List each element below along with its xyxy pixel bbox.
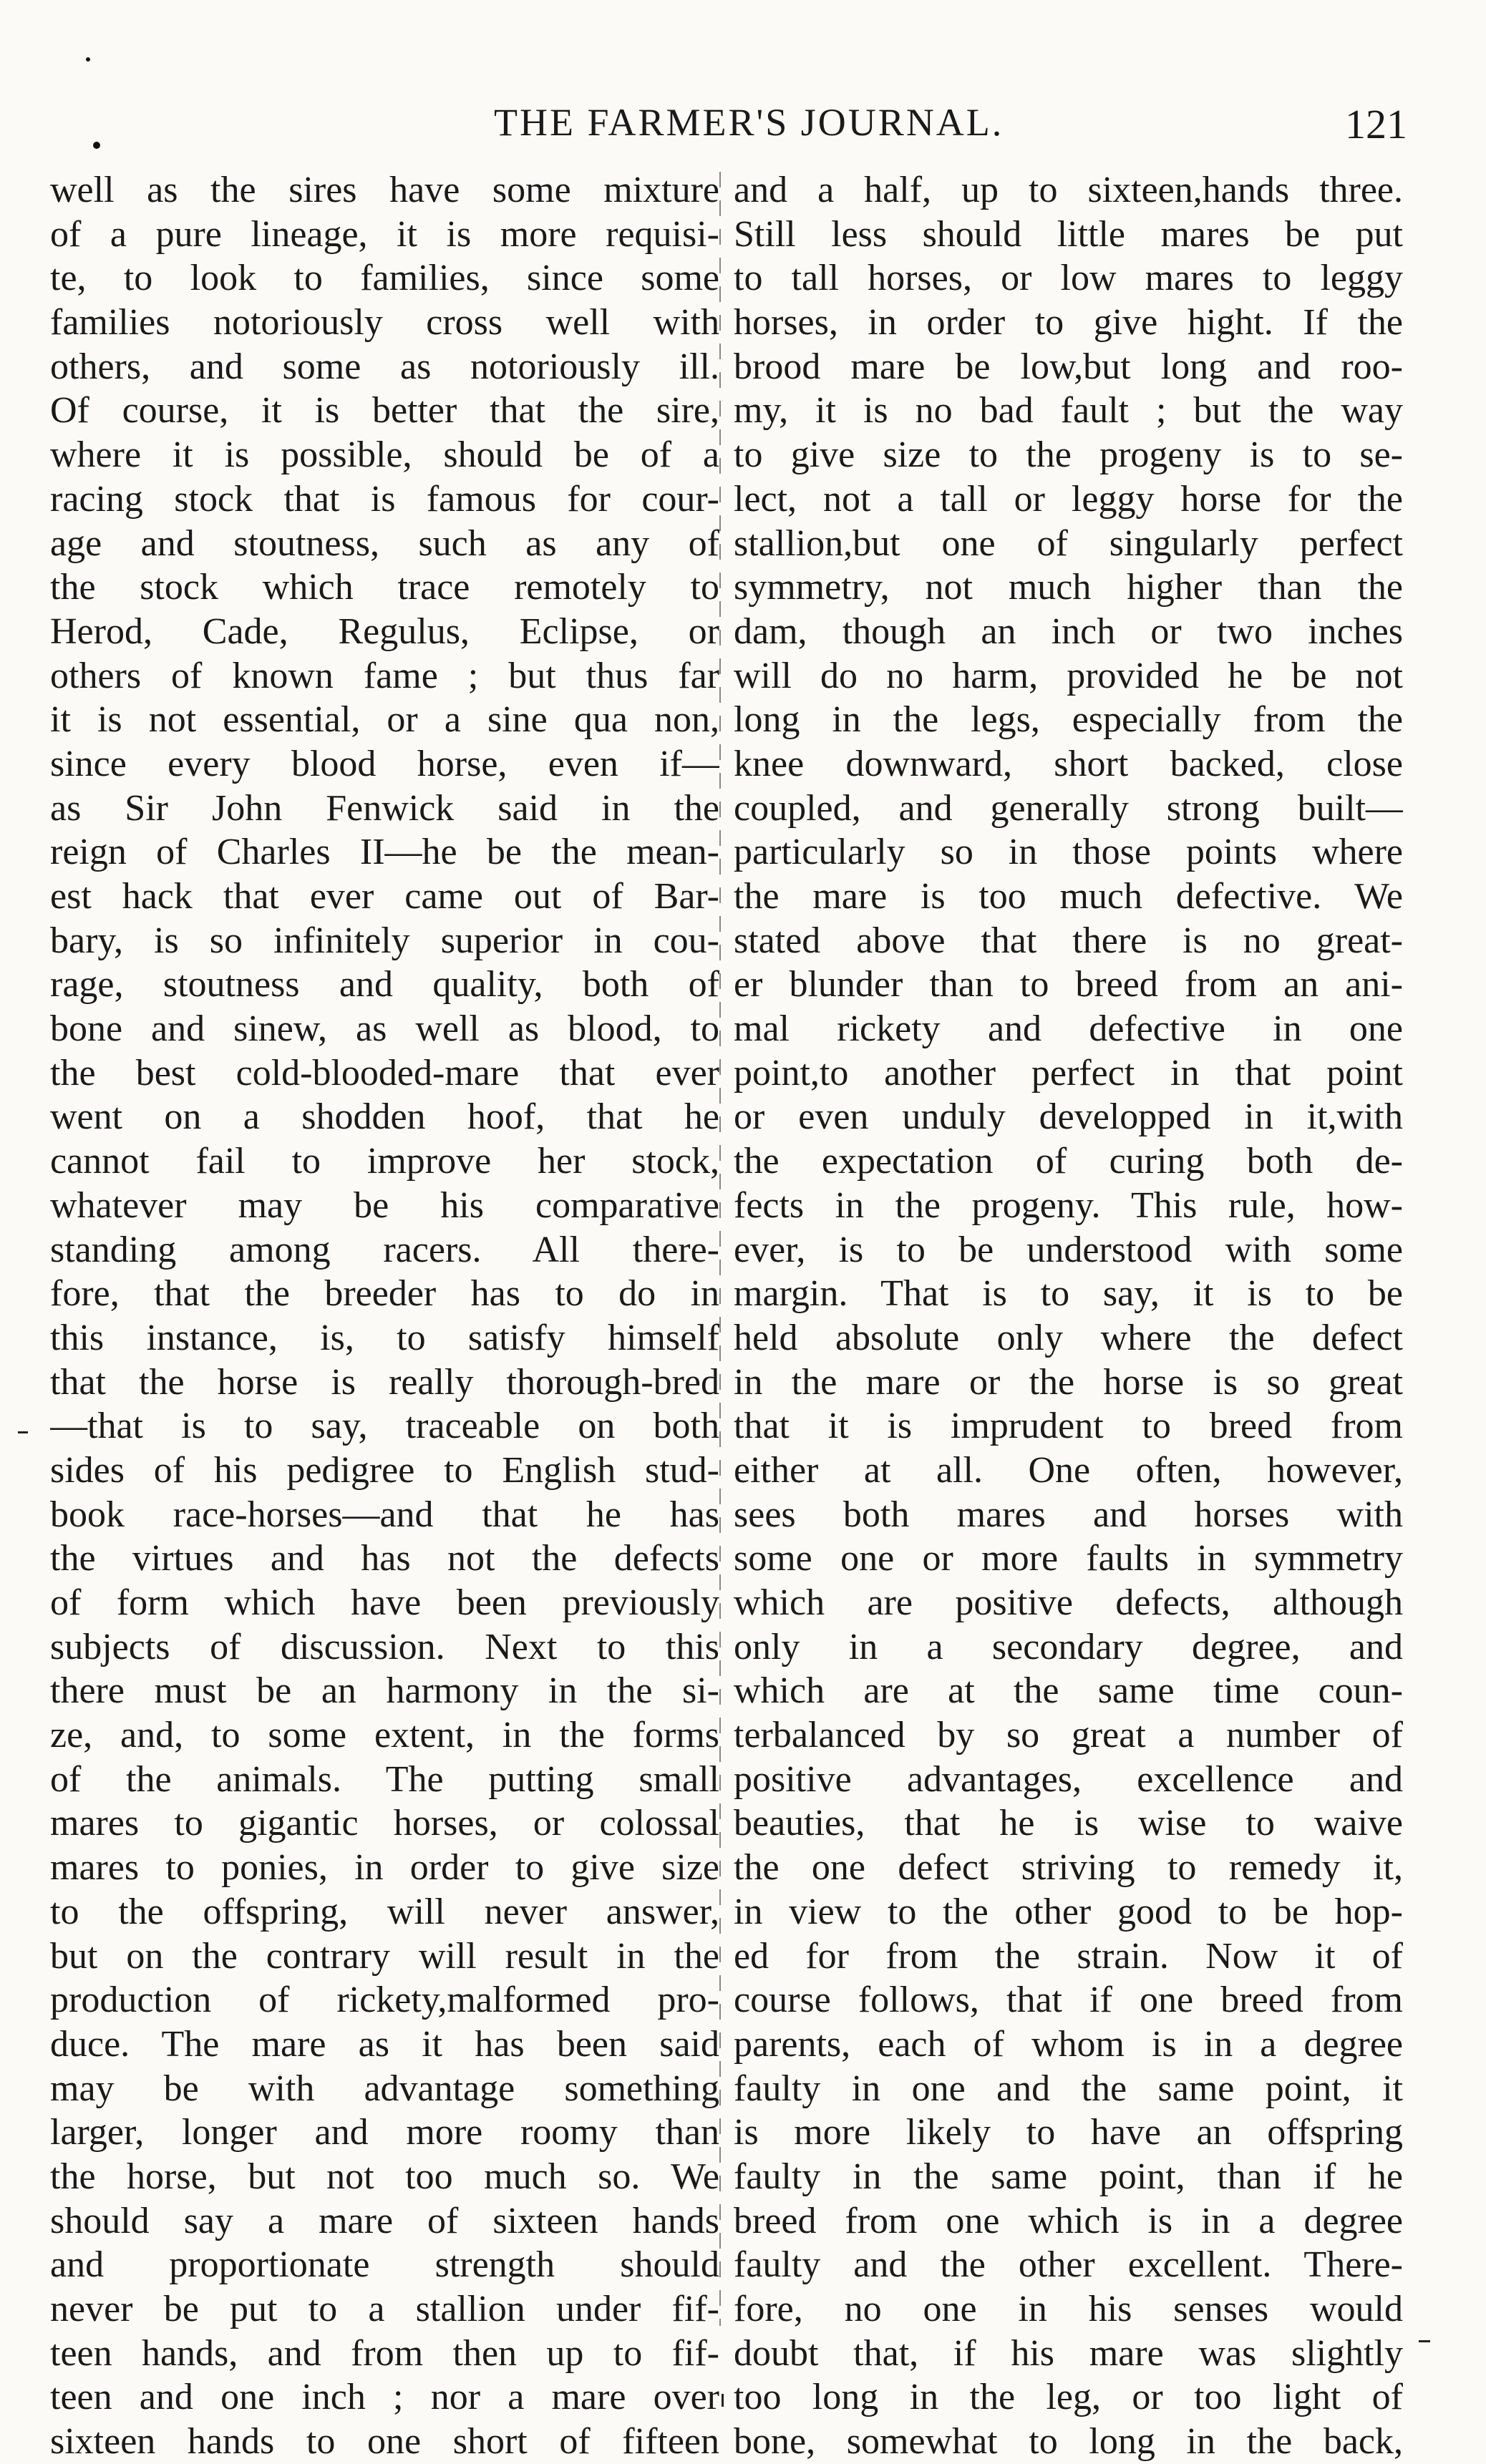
left-column-line: the stock which trace remotely to	[50, 567, 719, 608]
right-column-line: ed for from the strain. Now it of	[734, 1935, 1403, 1977]
right-column-line: particularly so in those points where	[734, 832, 1403, 873]
left-column-line: sides of his pedigree to English stud-	[50, 1449, 719, 1491]
right-column-line: the mare is too much defective. We	[734, 876, 1403, 917]
page-number: 121	[1345, 101, 1407, 147]
right-column-line: ever, is to be understood with some	[734, 1229, 1403, 1270]
left-column-line: went on a shodden hoof, that he	[50, 1096, 719, 1138]
right-column-line: too long in the leg, or too light of	[734, 2377, 1403, 2418]
right-column-line: which are positive defects, although	[734, 1582, 1403, 1623]
right-column-line: margin. That is to say, it is to be	[734, 1273, 1403, 1315]
right-column-line: which are at the same time coun-	[734, 1670, 1403, 1712]
left-column-line: production of rickety,malformed pro-	[50, 1980, 719, 2021]
left-column-line: reign of Charles II—he be the mean-	[50, 832, 719, 873]
left-column-line: to the offspring, will never answer,	[50, 1891, 719, 1932]
right-column-line: coupled, and generally strong built—	[734, 787, 1403, 829]
left-column-line: of the animals. The putting small	[50, 1758, 719, 1800]
right-column-line: my, it is no bad fault ; but the way	[734, 390, 1403, 432]
left-column-line: mares to gigantic horses, or colossal	[50, 1803, 719, 1844]
left-column-line: duce. The mare as it has been said	[50, 2023, 719, 2065]
left-column-line: others of known fame ; but thus far	[50, 655, 719, 696]
margin-mark	[18, 1431, 28, 1433]
left-column-line: ze, and, to some extent, in the forms	[50, 1715, 719, 1756]
right-column	[734, 168, 1403, 2464]
ink-speck	[93, 142, 100, 149]
right-column-line: Still less should little mares be put	[734, 213, 1403, 255]
right-column-line: and a half, up to sixteen,hands three.	[734, 170, 1403, 210]
right-column-line: will do no harm, provided he be not	[734, 655, 1403, 696]
left-column-line: mares to ponies, in order to give size	[50, 1847, 719, 1889]
right-column-line: dam, though an inch or two inches	[734, 610, 1403, 652]
left-column-line: teen hands, and from then up to fif-	[50, 2332, 719, 2374]
right-column-line: horses, in order to give hight. If the	[734, 302, 1403, 344]
right-column-line: er blunder than to breed from an ani-	[734, 964, 1403, 1005]
right-column-line: either at all. One often, however,	[734, 1449, 1403, 1491]
right-column-line: only in a secondary degree, and	[734, 1626, 1403, 1667]
left-column-line: te, to look to families, since some	[50, 258, 719, 299]
left-column-line: this instance, is, to satisfy himself	[50, 1317, 719, 1358]
right-column-line: stallion,but one of singularly perfect	[734, 522, 1403, 564]
left-column-line: racing stock that is famous for cour-	[50, 478, 719, 520]
left-column-line: that the horse is really thorough-bred	[50, 1361, 719, 1403]
left-column-line: and proportionate strength should	[50, 2244, 719, 2286]
right-column-line: bone, somewhat to long in the back,	[734, 2421, 1403, 2463]
left-column-line: of form which have been previously	[50, 1582, 719, 1623]
left-column-line: of a pure lineage, it is more requisi-	[50, 213, 719, 255]
right-column-line: breed from one which is in a degree	[734, 2200, 1403, 2241]
running-title: THE FARMER'S JOURNAL.	[494, 101, 1004, 144]
margin-mark	[722, 2394, 724, 2407]
left-column-line: bone and sinew, as well as blood, to	[50, 1008, 719, 1050]
right-column-line: symmetry, not much higher than the	[734, 567, 1403, 608]
running-header	[50, 100, 1436, 150]
left-column-line: subjects of discussion. Next to this	[50, 1626, 719, 1667]
left-column-line: standing among racers. All there-	[50, 1229, 719, 1270]
column-divider	[719, 172, 721, 2326]
right-column-line: long in the legs, especially from the	[734, 699, 1403, 741]
right-column-line: doubt that, if his mare was slightly	[734, 2332, 1403, 2374]
left-column-line: rage, stoutness and quality, both of	[50, 964, 719, 1005]
right-column-line: faulty and the other excellent. There-	[734, 2244, 1403, 2286]
right-column-line: the expectation of curing both de-	[734, 1141, 1403, 1182]
left-column-line: others, and some as notoriously ill.	[50, 346, 719, 387]
right-column-line: beauties, that he is wise to waive	[734, 1803, 1403, 1844]
right-column-line: positive advantages, excellence and	[734, 1758, 1403, 1800]
left-column-line: the horse, but not too much so. We	[50, 2156, 719, 2197]
left-column-line: Herod, Cade, Regulus, Eclipse, or	[50, 610, 719, 652]
left-column-line: it is not essential, or a sine qua non,	[50, 699, 719, 741]
right-column-line: or even unduly developped in it,with	[734, 1096, 1403, 1138]
left-column-line: there must be an harmony in the si-	[50, 1670, 719, 1712]
left-column	[50, 168, 719, 2464]
ink-speck	[86, 57, 90, 62]
right-column-line: course follows, that if one breed from	[734, 1980, 1403, 2021]
right-column-line: held absolute only where the defect	[734, 1317, 1403, 1358]
left-column-line: fore, that the breeder has to do in	[50, 1273, 719, 1315]
left-column-line: —that is to say, traceable on both	[50, 1406, 719, 1447]
left-column-line: families notoriously cross well with	[50, 302, 719, 344]
right-column-line: is more likely to have an offspring	[734, 2112, 1403, 2153]
right-column-line: in the mare or the horse is so great	[734, 1361, 1403, 1403]
right-column-line: mal rickety and defective in one	[734, 1008, 1403, 1050]
right-column-line: fore, no one in his senses would	[734, 2289, 1403, 2329]
margin-mark	[1419, 2340, 1430, 2342]
left-column-line: well as the sires have some mixture	[50, 170, 719, 210]
right-column-line: terbalanced by so great a number of	[734, 1715, 1403, 1756]
right-column-line: stated above that there is no great-	[734, 920, 1403, 961]
left-column-line: larger, longer and more roomy than	[50, 2112, 719, 2153]
left-column-line: where it is possible, should be of a	[50, 434, 719, 476]
right-column-line: some one or more faults in symmetry	[734, 1538, 1403, 1579]
left-column-line: teen and one inch ; nor a mare over	[50, 2377, 719, 2418]
right-column-line: faulty in one and the same point, it	[734, 2068, 1403, 2109]
right-column-line: faulty in the same point, than if he	[734, 2156, 1403, 2197]
left-column-line: age and stoutness, such as any of	[50, 522, 719, 564]
left-column-line: should say a mare of sixteen hands	[50, 2200, 719, 2241]
left-column-line: as Sir John Fenwick said in the	[50, 787, 719, 829]
left-column-line: may be with advantage something	[50, 2068, 719, 2109]
right-column-line: the one defect striving to remedy it,	[734, 1847, 1403, 1889]
left-column-line: but on the contrary will result in the	[50, 1935, 719, 1977]
left-column-line: bary, is so infinitely superior in cou-	[50, 920, 719, 961]
left-column-line: the best cold-blooded-mare that ever	[50, 1052, 719, 1094]
left-column-line: never be put to a stallion under fif-	[50, 2289, 719, 2329]
right-column-line: that it is imprudent to breed from	[734, 1406, 1403, 1447]
left-column-line: whatever may be his comparative	[50, 1184, 719, 1226]
left-column-line: cannot fail to improve her stock,	[50, 1141, 719, 1182]
right-column-line: parents, each of whom is in a degree	[734, 2023, 1403, 2065]
right-column-line: sees both mares and horses with	[734, 1494, 1403, 1535]
left-column-line: book race-horses—and that he has	[50, 1494, 719, 1535]
right-column-line: point,to another perfect in that point	[734, 1052, 1403, 1094]
left-column-line: since every blood horse, even if—	[50, 743, 719, 784]
right-column-line: fects in the progeny. This rule, how-	[734, 1184, 1403, 1226]
left-column-line: est hack that ever came out of Bar-	[50, 876, 719, 917]
right-column-line: knee downward, short backed, close	[734, 743, 1403, 784]
right-column-line: to tall horses, or low mares to leggy	[734, 258, 1403, 299]
left-column-line: sixteen hands to one short of fifteen	[50, 2421, 719, 2463]
right-column-line: brood mare be low,but long and roo-	[734, 346, 1403, 387]
right-column-line: to give size to the progeny is to se-	[734, 434, 1403, 476]
right-column-line: lect, not a tall or leggy horse for the	[734, 478, 1403, 520]
left-column-line: Of course, it is better that the sire,	[50, 390, 719, 432]
left-column-line: the virtues and has not the defects	[50, 1538, 719, 1579]
right-column-line: in view to the other good to be hop-	[734, 1891, 1403, 1932]
